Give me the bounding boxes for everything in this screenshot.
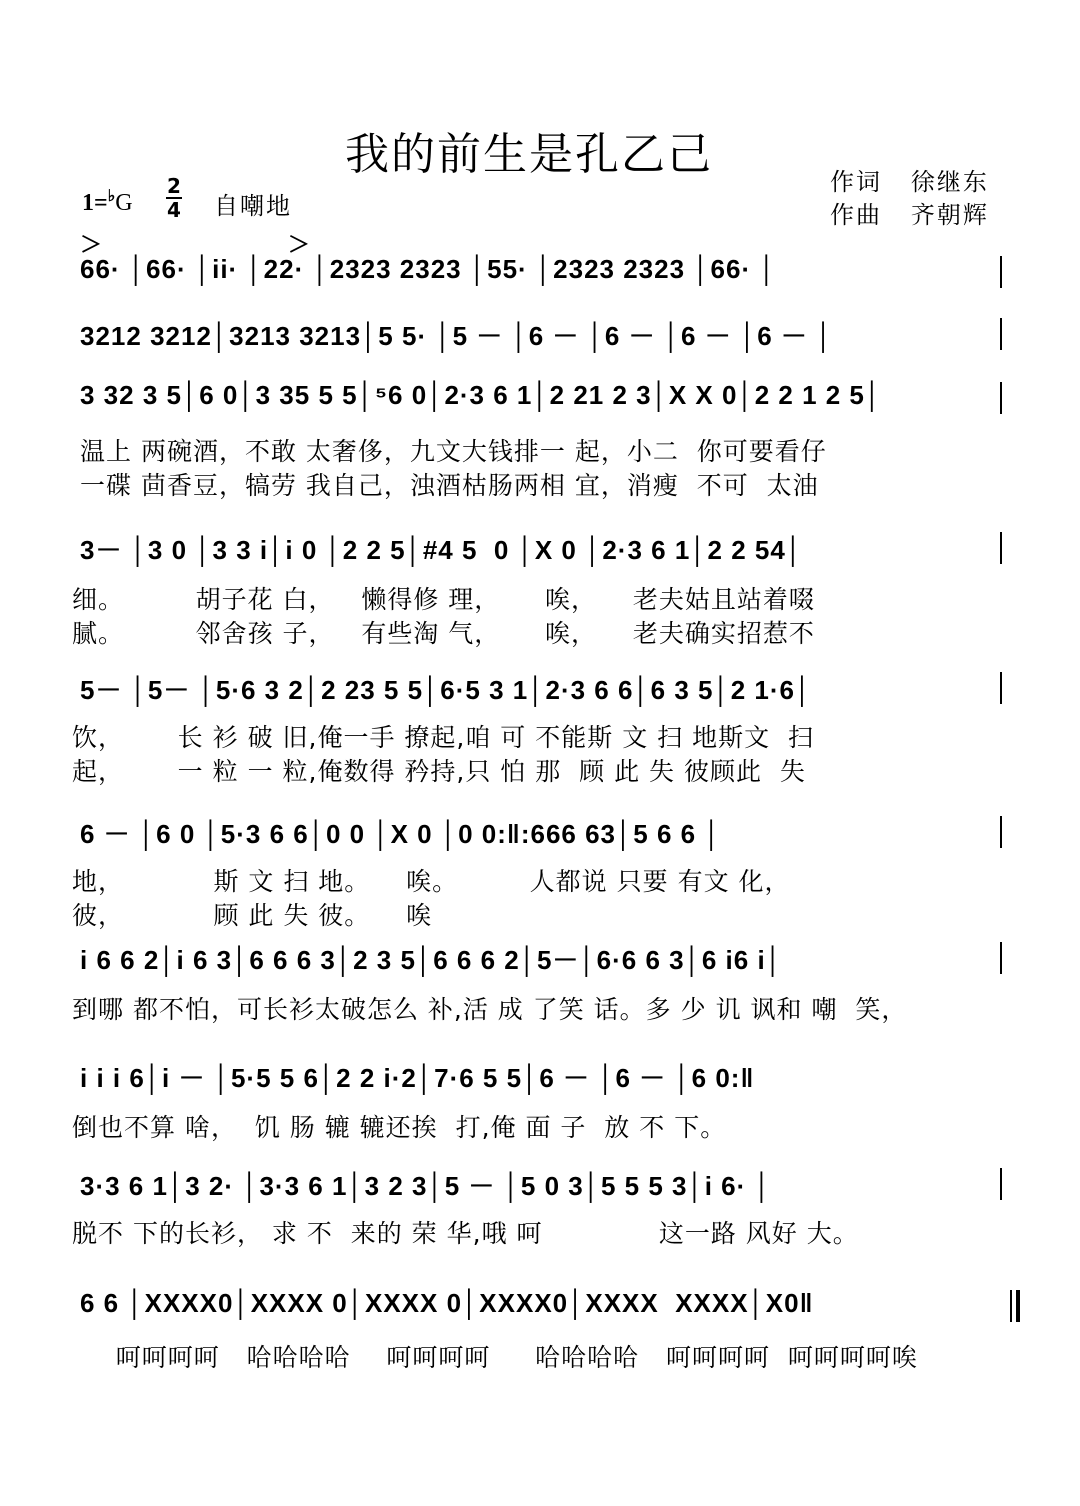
right-margin-barline-5 [1000,672,1002,704]
composer-label: 作曲 [830,201,882,229]
stave-5-notes: 5－ │5－ │5·6 3 2│2 23 5 5│6·5 3 1│2·3 6 6│6 3 5│2 1·6│ [80,675,813,705]
song-title: 我的前生是孔乙己 [345,129,713,180]
key-note: G [115,190,133,216]
stave-5-lyric-1: 饮， 长 衫 破 旧,俺一手 撩起,咱 可 不能斯 文 扫 地斯文 扫 [72,723,814,752]
stave-6-notes: 6 － │6 0 │5·3 6 6│0 0 │X 0 │0 0:‖:666 63│5 6 6 │ [80,819,722,849]
right-margin-barline-6 [1000,816,1002,848]
time-signature [166,176,182,220]
stave-6-lyric-1: 地， 斯 文 扫 地。 唉。 人都说 只要 有文 化， [72,867,791,896]
stave-6-lyric-2: 彼， 顾 此 失 彼。 唉 [72,901,433,930]
stave-4-notes: 3－ │3 0 │3 3 i│i 0 │2 2 5│#4 5 0 │X 0 │2·3 6 1│2 2 54│ [80,535,804,565]
stave-8-lyric-1: 倒也不算 啥， 饥 肠 辘 辘还挨 打,俺 面 子 放 不 下。 [72,1113,727,1142]
tempo-marking: 自嘲地 [214,192,292,220]
final-barline-thick [1016,1290,1020,1322]
time-bottom: 4 [167,198,181,222]
stave-2-notes: 3212 3212│3213 3213│5 5· │5 － │6 － │6 － │6 － │6 － │ [80,321,834,351]
stave-3-notes: 3 32 3 5│6 0│3 35 5 5│⁵6 0│2·3 6 1│2 21 2 3│X X 0│2 2 1 2 5│ [80,380,883,410]
lyricist-label: 作词 [830,168,882,196]
stave-4-lyric-1: 细。 胡子花 白， 懒得修 理， 唉， 老夫姑且站着啜 [72,585,815,614]
stave-10-notes: 6 6 │XXXX0│XXXX 0│XXXX 0│XXXX0│XXXX XXXX│X0‖ [80,1288,814,1318]
stave-8-notes: i i i 6│i － │5·5 5 6│2 2 i·2│7·6 5 5│6 － │6 － │6 0:‖ [80,1063,755,1093]
stave-9-notes: 3·3 6 1│3 2· │3·3 6 1│3 2 3│5 － │5 0 3│5 5 5 3│i 6· │ [80,1171,772,1201]
composer-credit [830,195,989,230]
stave-7-notes: i 6 6 2│i 6 3│6 6 6 3│2 3 5│6 6 6 2│5－│6·6 6 3│6 i6 i│ [80,945,783,975]
stave-3-lyric-2: 一碟 茴香豆，犒劳 我自己，浊酒枯肠两相 宜，消瘦 不可 太油 [80,471,819,500]
key-tonic: 1= [82,190,108,216]
stave-5-lyric-2: 起， 一 粒 一 粒,俺数得 矜持,只 怕 那 顾 此 失 彼顾此 失 [72,757,806,786]
accent-marks: ＞ ＞ [80,232,311,257]
stave-3-lyric-1: 温上 两碗酒，不敢 太奢侈，九文大钱排一 起，小二 你可要看仔 [80,437,827,466]
stave-9-lyric-1: 脱不 下的长衫， 求 不 来的 荣 华,哦 呵 这一路 风好 大。 [72,1219,859,1248]
stave-10-lyric-1: 呵呵呵呵 哈哈哈哈 呵呵呵呵 哈哈哈哈 呵呵呵呵 呵呵呵呵唉 [80,1343,918,1372]
composer-name: 齐朝辉 [910,201,989,229]
final-barline-thin [1010,1290,1012,1322]
stave-1-notes: 66· │66· │ii· │22· │2323 2323 │55· │2323 2323 │66· │ [80,254,777,284]
key-signature [82,186,133,217]
stave-4-lyric-2: 腻。 邻舍孩 子， 有些淘 气， 唉， 老夫确实招惹不 [72,619,815,648]
lyricist-credit [830,162,989,197]
right-margin-barline-1 [1000,256,1002,288]
right-margin-barline-7 [1000,942,1002,974]
right-margin-barline-8 [1000,1168,1002,1200]
stave-7-lyric-1: 到哪 都不怕，可长衫太破怎么 补,活 成 了笑 话。多 少 讥 讽和 嘲 笑， [72,995,908,1024]
right-margin-barline-3 [1000,382,1002,414]
right-margin-barline-4 [1000,532,1002,564]
flat-sign: ♭ [107,188,116,205]
right-margin-barline-2 [1000,318,1002,350]
lyricist-name: 徐继东 [910,168,989,196]
time-top: 2 [167,174,181,198]
